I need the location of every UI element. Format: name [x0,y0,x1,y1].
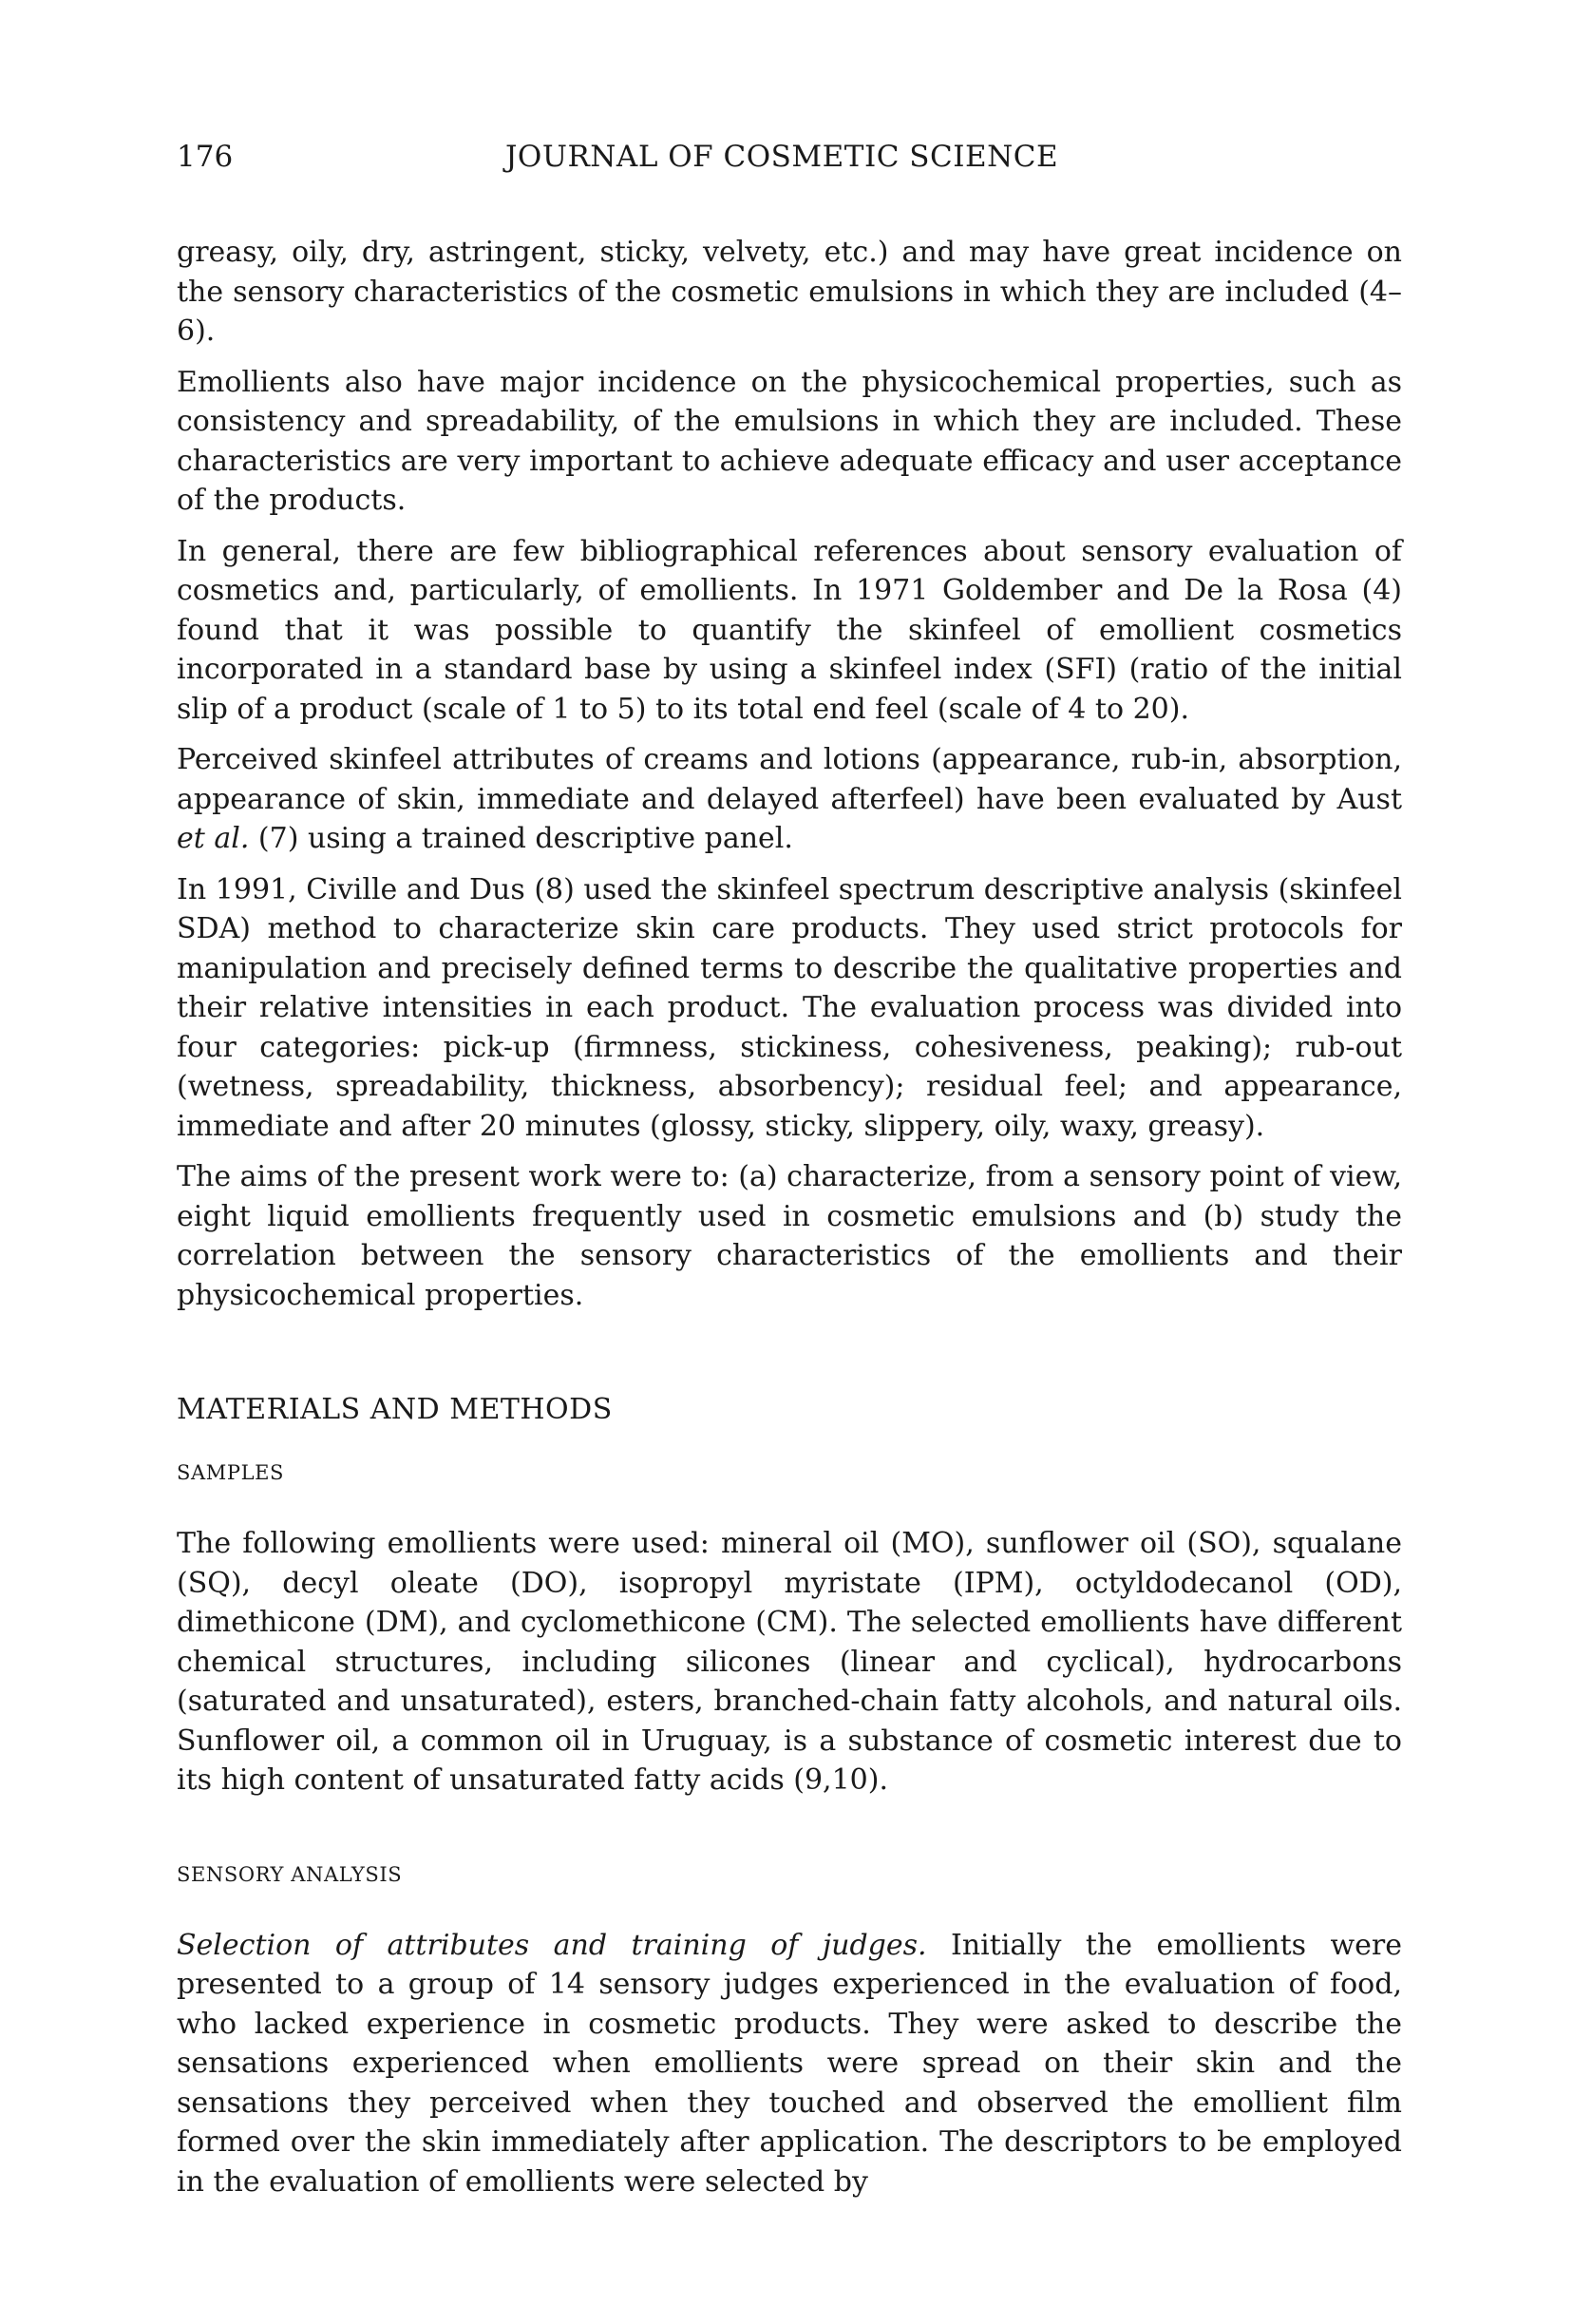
paragraph-intro-continued: greasy, oily, dry, astringent, sticky, velvety, etc.) and may have great incidence on the sensory characteristics of the cosmetic emulsions in which they are included (4–6). [177,236,1402,348]
subsection-heading-samples: SAMPLES [177,1461,285,1484]
paragraph-samples: The following emollients were used: mineral oil (MO), sunflower oil (SO), squalane (SQ), decyl oleate (DO), isopropyl myristate (IPM), octyldodecanol (OD), dimethicone (DM), and cyclomethicone (CM). The selected emollients have different chemical structures, including silicones (linear and cyclical), hydrocarbons (saturated and unsaturated), esters, branched-chain fatty alcohols, and natural oils. Sunflower oil, a common oil in Uruguay, is a substance of cosmetic interest due to its high content of unsaturated fatty acids (9,10). [177,1527,1402,1797]
sensory-selection-text: Initially the emollients were presented to a group of 14 sensory judges experienced in the evaluation of food, who lacked experience in cosmetic products. They were asked to describe the sensations experienced when emollients were spread on their skin and the sensations they perceived when they touched and observed the emollient film formed over the skin immediately after application. The descriptors to be employed in the evaluation of emollients were selected by [177,1928,1402,2199]
article-body [177,233,1402,2213]
aust-text-before: Perceived skinfeel attributes of creams and lotions (appearance, rub-in, absorption, appearance of skin, immediate and delayed afterfeel) have been evaluated by Aust [177,743,1402,816]
paragraph-sensory-selection [177,1926,1402,2202]
section-heading-materials-methods: MATERIALS AND METHODS [177,1393,613,1426]
paragraph-bibliography: In general, there are few bibliographical references about sensory evaluation of cosmetics and, particularly, of emollients. In 1971 Goldember and De la Rosa (4) found that it was possible to quantify the skinfeel of emollient cosmetics incorporated in a standard base by using a skinfeel index (SFI) (ratio of the initial slip of a product (scale of 1 to 5) to its total end feel (scale of 4 to 20). [177,534,1402,726]
running-head [177,133,1412,181]
paragraph-aims: The aims of the present work were to: (a) characterize, from a sensory point of view, eight liquid emollients frequently used in cosmetic emulsions and (b) study the correlation between the sensory characteristics of the emollients and their physicochemical properties. [177,1160,1402,1312]
paragraph-civille-dus: In 1991, Civille and Dus (8) used the skinfeel spectrum descriptive analysis (skinfeel SDA) method to characterize skin care products. They used strict protocols for manipulation and precisely defined terms to describe the qualitative properties and their relative intensities in each product. The evaluation process was divided into four categories: pick-up (firmness, stickiness, cohesiveness, peaking); rub-out (wetness, spreadability, thickness, absorbency); residual feel; and appearance, immediate and after 20 minutes (glossy, sticky, slippery, oily, waxy, greasy). [177,872,1402,1143]
et-al-italic: et al. [177,822,250,855]
journal-title: JOURNAL OF COSMETIC SCIENCE [505,140,1059,174]
run-in-heading-selection: Selection of attributes and training of judges. [177,1928,927,1962]
subsection-heading-sensory-analysis: SENSORY ANALYSIS [177,1862,403,1886]
page-number: 176 [177,140,234,174]
paragraph-aust [177,740,1402,859]
aust-text-after: (7) using a trained descriptive panel. [249,822,793,855]
paragraph-emollient-properties: Emollients also have major incidence on the physicochemical properties, such as consistency and spreadability, of the emulsions in which they are included. These characteristics are very important to achieve adequate efficacy and user acceptance of the products. [177,365,1402,517]
